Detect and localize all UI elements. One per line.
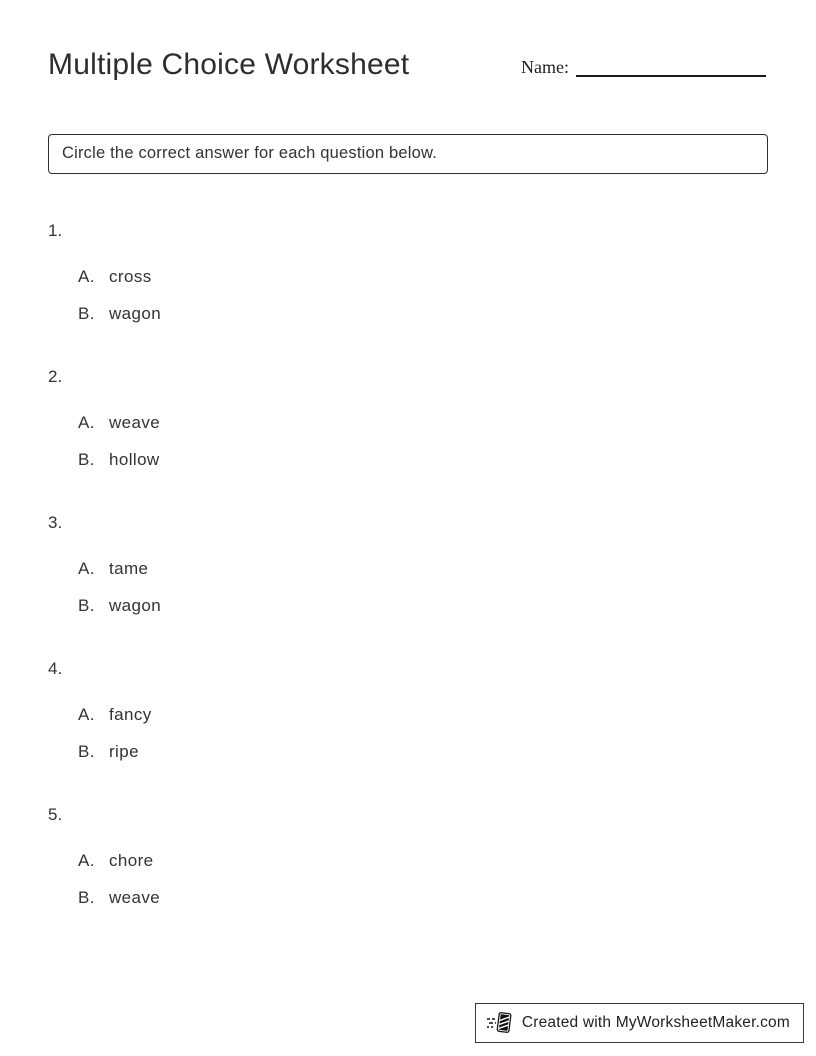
- option-row: [78, 411, 768, 435]
- option-letter: B.: [78, 888, 95, 907]
- question-number: 1.: [48, 221, 63, 240]
- option-letter: A.: [78, 851, 95, 870]
- question-number: 3.: [48, 513, 63, 532]
- options-list: [78, 703, 768, 764]
- option-letter: A.: [78, 705, 95, 724]
- option-letter: A.: [78, 559, 95, 578]
- option-row: [78, 302, 768, 326]
- option-letter: A.: [78, 267, 95, 286]
- page-title: Multiple Choice Worksheet: [48, 48, 410, 81]
- option-text: tame: [109, 559, 149, 578]
- credit-text: Created with MyWorksheetMaker.com: [521, 1014, 790, 1031]
- question-item: [48, 219, 768, 326]
- option-letter: B.: [78, 304, 95, 323]
- instructions-text: Circle the correct answer for each question below.: [62, 144, 438, 162]
- option-row: [78, 265, 768, 289]
- name-label: Name:: [521, 57, 569, 77]
- option-row: [78, 703, 768, 727]
- option-text: cross: [109, 267, 152, 286]
- name-field: [521, 53, 766, 77]
- option-row: [78, 886, 768, 910]
- question-item: [48, 511, 768, 618]
- options-list: [78, 265, 768, 326]
- question-item: [48, 365, 768, 472]
- option-text: wagon: [109, 596, 162, 615]
- question-number: 2.: [48, 367, 63, 386]
- option-text: weave: [109, 888, 161, 907]
- option-letter: B.: [78, 450, 95, 469]
- credit-badge: [475, 1003, 804, 1043]
- option-letter: B.: [78, 742, 95, 761]
- option-row: [78, 849, 768, 873]
- option-text: fancy: [109, 705, 152, 724]
- option-text: chore: [109, 851, 154, 870]
- name-blank-line: [576, 53, 766, 77]
- options-list: [78, 411, 768, 472]
- option-text: wagon: [109, 304, 162, 323]
- option-row: [78, 557, 768, 581]
- worksheet-header: [48, 48, 768, 82]
- options-list: [78, 557, 768, 618]
- option-letter: B.: [78, 596, 95, 615]
- options-list: [78, 849, 768, 910]
- option-letter: A.: [78, 413, 95, 432]
- option-row: [78, 448, 768, 472]
- question-number: 5.: [48, 805, 63, 824]
- questions-list: [48, 219, 768, 910]
- option-text: weave: [109, 413, 161, 432]
- option-text: ripe: [109, 742, 139, 761]
- option-row: [78, 594, 768, 618]
- question-item: [48, 803, 768, 910]
- worksheet-maker-logo-icon: [486, 1010, 514, 1036]
- option-row: [78, 740, 768, 764]
- question-number: 4.: [48, 659, 63, 678]
- option-text: hollow: [109, 450, 160, 469]
- instructions-box: [48, 134, 768, 174]
- question-item: [48, 657, 768, 764]
